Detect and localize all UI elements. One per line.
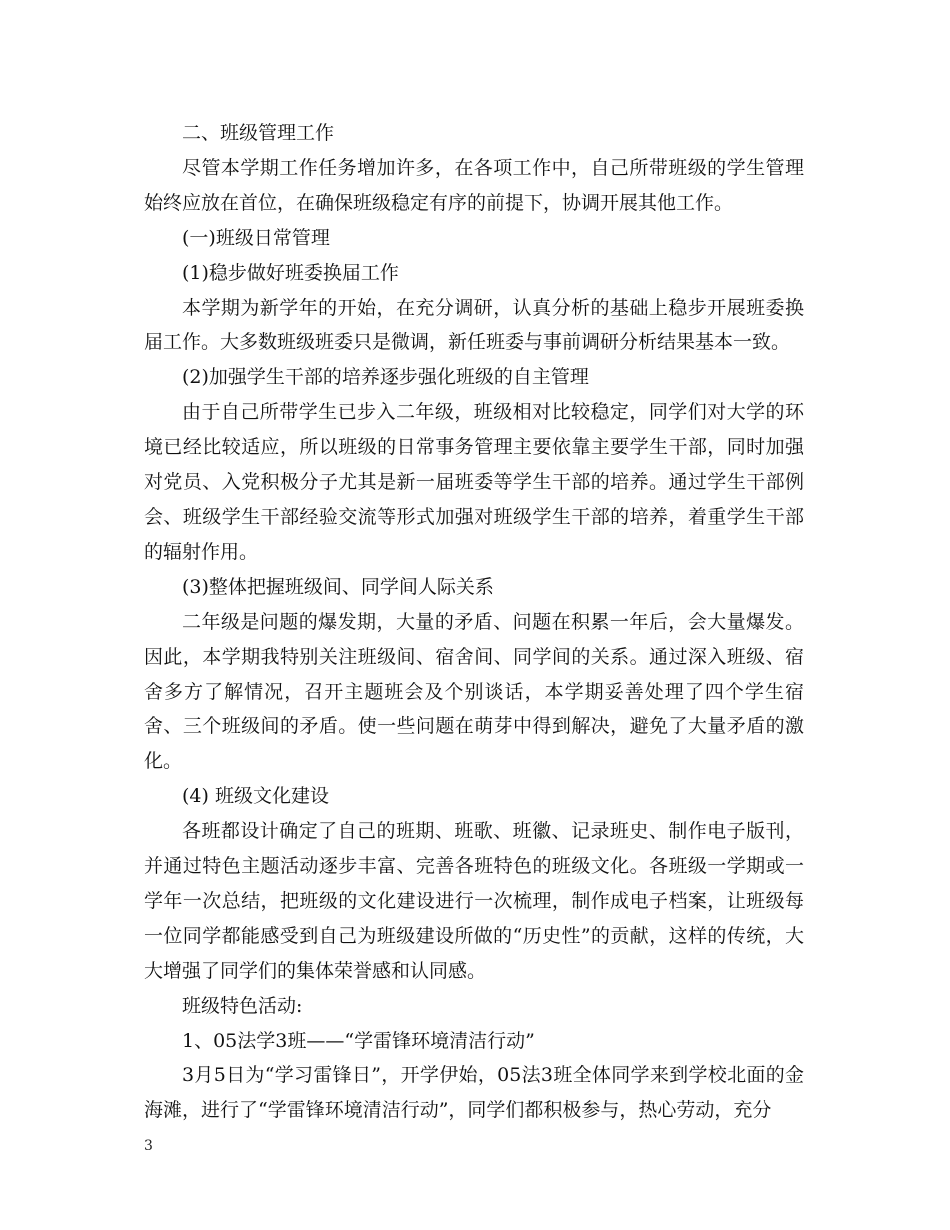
paragraph: 尽管本学期工作任务增加许多，在各项工作中，自己所带班级的学生管理始终应放在首位，在确保班级稳定有序的前提下，协调开展其他工作。 — [144, 156, 804, 214]
paragraph: 各班都设计确定了自己的班期、班歌、班徽、记录班史、制作电子版刊，并通过特色主题活动逐步丰富、完善各班特色的班级文化。各班级一学期或一学年一次总结，把班级的文化建设进行一次梳理，制作成电子档案，让班级每一位同学都能感受到自己为班级建设所做的“历史性”的贡献，这样的传统，大大增强了同学们的集体荣誉感和认同感。 — [144, 820, 804, 982]
paragraph: 二年级是问题的爆发期，大量的矛盾、问题在积累一年后，会大量爆发。因此，本学期我特别关注班级间、宿舍间、同学间的关系。通过深入班级、宿舍多方了解情况，召开主题班会及个别谈话，本学期妥善处理了四个学生宿舍、三个班级间的矛盾。使一些问题在萌芽中得到解决，避免了大量矛盾的激化。 — [144, 610, 804, 773]
paragraph: 3月5日为“学习雷锋日”，开学伊始，05法3班全体同学来到学校北面的金海滩，进行了“学雷锋环境清洁行动”，同学们都积极参与，热心劳动，充分 — [144, 1064, 804, 1122]
paragraph: 由于自己所带学生已步入二年级，班级相对比较稳定，同学们对大学的环境已经比较适应，所以班级的日常事务管理主要依靠主要学生干部，同时加强对党员、入党积极分子尤其是新一届班委等学生干部的培养。通过学生干部例会、班级学生干部经验交流等形式加强对班级学生干部的培养，着重学生干部的辐射作用。 — [144, 401, 804, 563]
item-heading: (2)加强学生干部的培养逐步强化班级的自主管理 — [182, 366, 589, 389]
activity-heading: 班级特色活动: — [182, 994, 303, 1017]
page-number: 3 — [144, 1138, 153, 1154]
document-body — [144, 116, 804, 1128]
activity-title: 1、05法学3班——“学雷锋环境清洁行动” — [182, 1029, 535, 1052]
subsection-heading: (一)班级日常管理 — [182, 226, 330, 249]
section-heading: 二、班级管理工作 — [182, 122, 335, 144]
item-heading: (3)整体把握班级间、同学间人际关系 — [182, 575, 494, 598]
item-heading: (4) 班级文化建设 — [182, 785, 329, 808]
paragraph: 本学期为新学年的开始，在充分调研，认真分析的基础上稳步开展班委换届工作。大多数班级班委只是微调，新任班委与事前调研分析结果基本一致。 — [144, 296, 804, 354]
item-heading: (1)稳步做好班委换届工作 — [182, 261, 399, 284]
